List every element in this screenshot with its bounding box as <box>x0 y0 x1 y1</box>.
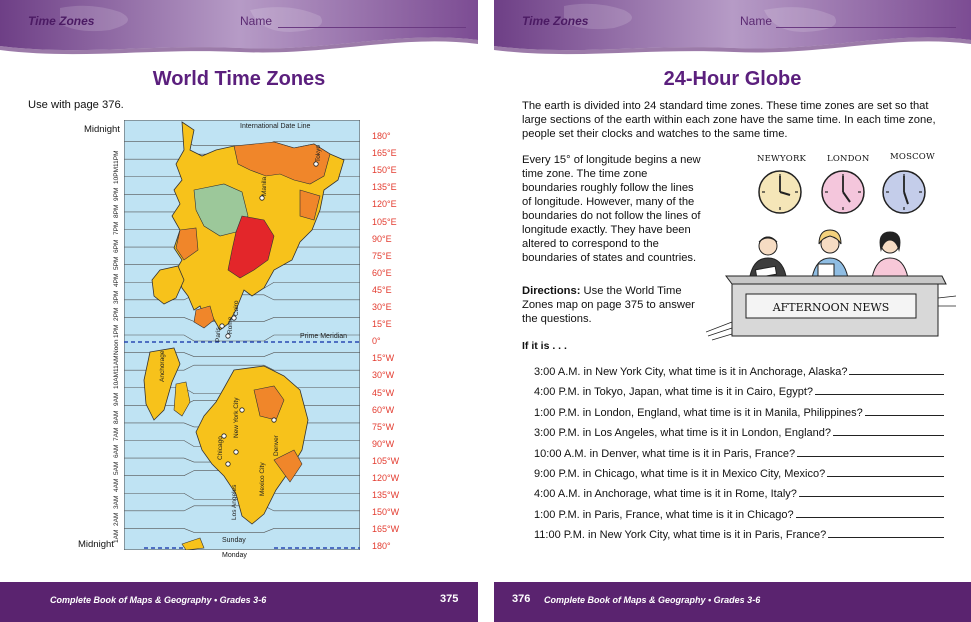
footer-book-title: Complete Book of Maps & Geography • Grades 3-6 <box>50 595 267 605</box>
midnight-top-label: Midnight <box>84 124 120 135</box>
hour-label: 8PM <box>113 204 120 219</box>
hour-label: 7AM <box>113 427 120 441</box>
hour-label: 6PM <box>113 239 120 253</box>
longitude-label: 105°E <box>372 216 397 227</box>
hour-label: 5PM <box>113 256 120 270</box>
page-number: 376 <box>512 593 531 605</box>
longitude-label: 105°W <box>372 455 400 466</box>
name-label: Name <box>240 14 273 28</box>
city-label-cairo: Cairo <box>233 300 240 316</box>
clock-label-moscow: MOSCOW <box>890 152 935 162</box>
hour-label: 4PM <box>113 273 120 287</box>
sunday-label: Sunday <box>222 537 246 544</box>
directions-label: Directions: <box>522 285 581 297</box>
city-label-paris: Paris <box>215 327 222 342</box>
hour-label: 10AM <box>113 372 120 390</box>
hour-label: 8AM <box>113 410 120 424</box>
answer-line[interactable] <box>828 527 944 538</box>
hour-label: 3AM <box>113 495 120 509</box>
question-text: 1:00 P.M. in Paris, France, what time is it in Chicago? <box>534 508 794 521</box>
longitude-label: 135°E <box>372 182 397 193</box>
question-row <box>534 527 944 541</box>
page-title: World Time Zones <box>152 68 326 90</box>
hour-label: Noon <box>113 339 120 356</box>
clock-label-london: LONDON <box>827 154 870 164</box>
question-row <box>534 446 944 460</box>
question-text: 3:00 A.M. in New York City, what time is it in Anchorage, Alaska? <box>534 366 848 378</box>
longitude-label: 60°W <box>372 404 395 415</box>
news-anchors-illustration <box>706 226 958 342</box>
intro-paragraph: The earth is divided into 24 standard time zones. These time zones are set so that large sections of the earth within each zone have the same time. In each time zone, people set their clocks and watches to the same time. <box>522 100 936 140</box>
answer-line[interactable] <box>849 364 944 375</box>
hour-label: 9PM <box>113 187 120 202</box>
answer-line[interactable] <box>797 446 944 457</box>
city-label-chicago: Chicago <box>217 436 224 460</box>
longitude-label: 135°W <box>372 490 400 501</box>
header-banner <box>494 0 971 60</box>
longitude-label: 0° <box>372 336 381 347</box>
name-label: Name <box>740 14 773 28</box>
clock-label-newyork: NEWYORK <box>757 154 807 164</box>
footer-bar <box>0 582 478 622</box>
clock-london <box>822 171 864 213</box>
question-row <box>534 405 944 419</box>
page-gutter <box>478 0 494 622</box>
longitude-label: 30°E <box>372 302 392 312</box>
hour-label: 7PM <box>113 222 120 236</box>
longitude-label: 45°E <box>372 284 392 295</box>
hour-label: 5AM <box>113 461 120 475</box>
if-it-is-label: If it is . . . <box>522 340 567 352</box>
city-label-tokyo: Tokyo <box>315 145 322 162</box>
international-date-line-label: International Date Line <box>240 123 311 130</box>
series-label: Time Zones <box>522 14 589 28</box>
footer-bar <box>494 582 971 622</box>
city-label-manila: Manila <box>261 176 268 196</box>
answer-line[interactable] <box>799 486 944 497</box>
question-row <box>534 364 944 378</box>
question-text: 4:00 P.M. in Tokyo, Japan, what time is it in Cairo, Egypt? <box>534 386 814 399</box>
series-label: Time Zones <box>28 14 95 28</box>
directions-text: Use the World Time Zones map on page 375 to answer the questions. <box>522 285 695 325</box>
question-row <box>534 466 944 480</box>
answer-line[interactable] <box>796 507 944 518</box>
question-row <box>534 384 944 398</box>
page-title: 24-Hour Globe <box>663 68 802 90</box>
city-label-new-york: New York City <box>233 397 240 438</box>
city-label-rome: Rome <box>227 316 234 334</box>
city-label-mexico-city: Mexico City <box>259 462 266 496</box>
longitude-label: 150°E <box>372 165 397 176</box>
hour-label: 2AM <box>113 512 120 527</box>
answer-line[interactable] <box>865 405 944 416</box>
left-page <box>0 0 478 622</box>
hour-label: 10PM <box>113 167 120 185</box>
longitude-label: 120°E <box>372 199 397 210</box>
longitude-label: 60°E <box>372 267 392 278</box>
longitude-label: 75°E <box>372 250 392 261</box>
longitude-label: 15°E <box>372 319 392 330</box>
longitude-label: 30°W <box>372 370 395 381</box>
answer-line[interactable] <box>833 425 944 436</box>
question-text: 4:00 A.M. in Anchorage, what time is it in Rome, Italy? <box>534 488 797 501</box>
name-line <box>278 27 466 28</box>
question-text: 1:00 P.M. in London, England, what time is it in Manila, Philippines? <box>534 406 863 419</box>
world-time-zones-map <box>124 120 360 550</box>
longitude-label: 75°W <box>372 421 395 432</box>
hour-label: 11AM <box>113 355 120 373</box>
name-line <box>776 27 956 28</box>
question-text: 11:00 P.M. in New York City, what time is it in Paris, France? <box>534 529 827 542</box>
header-banner <box>0 0 478 60</box>
longitude-paragraph: Every 15° of longitude begins a new time zone. The time zone boundaries roughly follow the lines of longitude. However, many of the boundaries do not follow the lines of longitude exactly. They have been altered to correspond to the boundaries of states and countries. <box>522 154 701 264</box>
longitude-label: 90°W <box>372 438 395 449</box>
question-text: 9:00 P.M. in Chicago, what time is it in Mexico City, Mexico? <box>534 468 826 480</box>
longitude-label: 165°E <box>372 148 397 159</box>
city-label-anchorage: Anchorage <box>159 350 166 382</box>
monday-label-outside: Monday <box>222 552 247 559</box>
hour-label: 11PM <box>113 150 120 167</box>
hour-label: 6AM <box>113 444 120 458</box>
city-label-los-angeles: Los Angeles <box>231 484 238 520</box>
page-number: 375 <box>440 593 459 605</box>
clock-moscow <box>883 171 925 213</box>
longitude-label: 180° <box>372 541 391 552</box>
question-text: 10:00 A.M. in Denver, what time is it in Paris, France? <box>534 447 796 460</box>
question-row <box>534 425 944 439</box>
question-row <box>534 507 944 521</box>
longitude-label: 45°W <box>372 387 395 398</box>
instruction-text: Use with page 376. <box>28 99 124 111</box>
hour-label: 4AM <box>113 478 120 492</box>
desk-sign-text: AFTERNOON NEWS <box>772 301 890 314</box>
hour-label: 3PM <box>113 290 120 304</box>
prime-meridian-label: Prime Meridian <box>300 333 348 340</box>
longitude-label: 90°E <box>372 233 392 244</box>
longitude-label: 150°W <box>372 507 400 518</box>
right-page <box>494 0 971 622</box>
footer-book-title: Complete Book of Maps & Geography • Grades 3-6 <box>544 595 761 605</box>
question-row <box>534 486 944 500</box>
answer-line[interactable] <box>827 466 944 477</box>
longitude-label: 120°W <box>372 473 400 483</box>
hour-label: 9AM <box>113 393 120 407</box>
midnight-bottom-label: Midnight <box>78 539 114 550</box>
hour-label: 2PM <box>113 307 120 321</box>
longitude-label: 15°W <box>372 353 395 364</box>
question-text: 3:00 P.M. in Los Angeles, what time is it in London, England? <box>534 427 831 440</box>
city-label-denver: Denver <box>273 435 280 456</box>
hour-label: 1PM <box>113 324 120 338</box>
longitude-label: 180° <box>372 131 391 141</box>
clocks-illustration <box>756 166 926 218</box>
answer-line[interactable] <box>815 384 944 395</box>
hour-label: 1AM <box>113 529 120 544</box>
longitude-label: 165°W <box>372 524 400 535</box>
clock-newyork <box>759 171 801 213</box>
directions-paragraph <box>522 284 702 326</box>
